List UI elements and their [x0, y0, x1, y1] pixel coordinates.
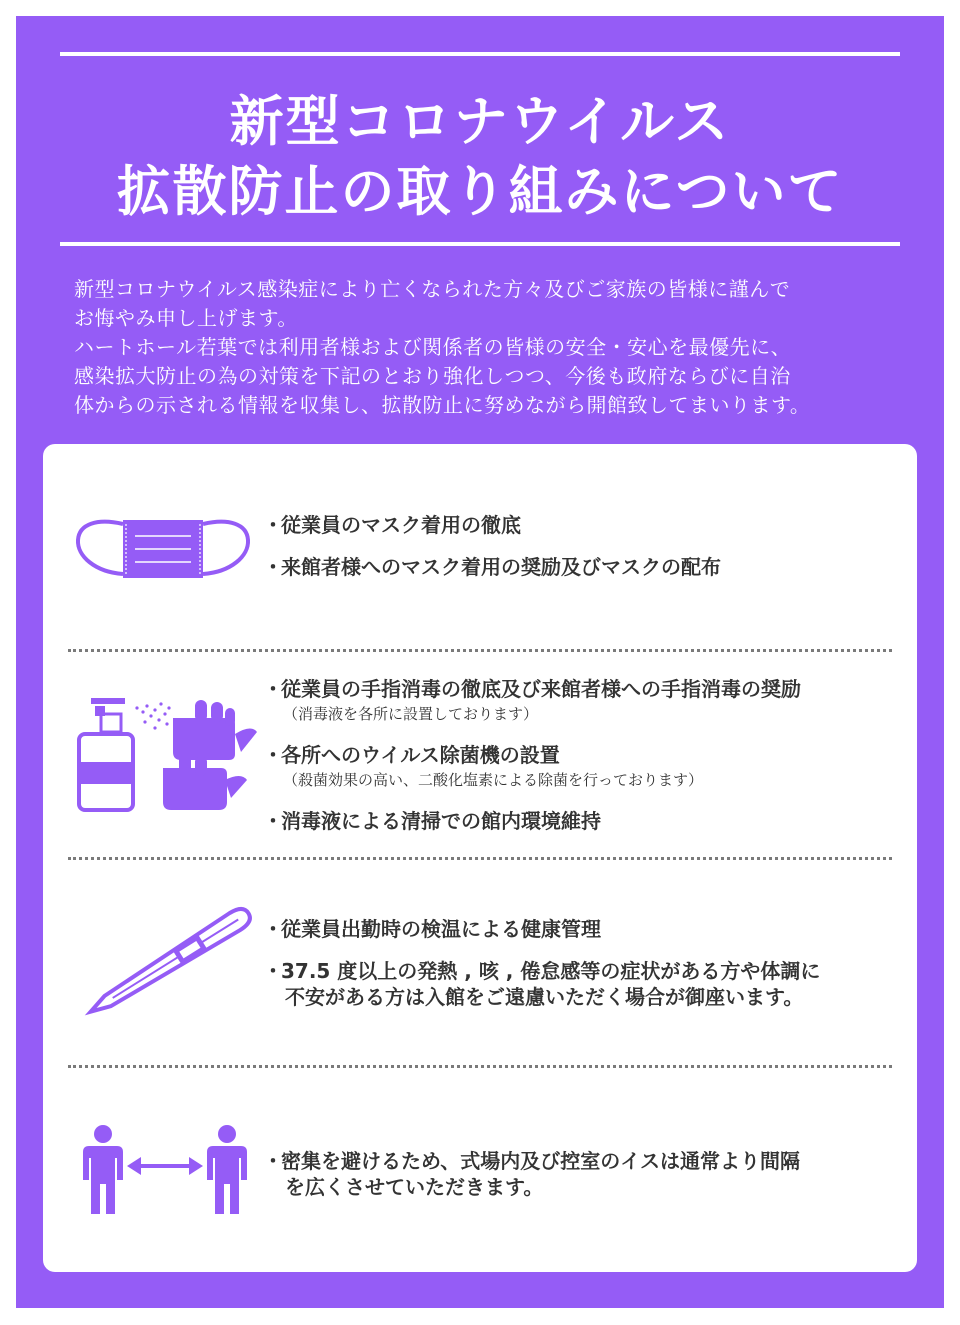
bullet: ・: [263, 743, 283, 767]
section-divider: [68, 1065, 892, 1068]
sanitizer-hands-icon: [75, 694, 261, 816]
list-item: ・従業員のマスク着用の徹底: [263, 513, 521, 537]
list-item-note: （消毒液を各所に設置しております）: [283, 705, 539, 723]
title-bottom-rule: [60, 242, 900, 246]
bullet: ・: [263, 555, 283, 579]
intro-line: ハートホール若葉では利用者様および関係者の皆様の安全・安心を最優先に、: [74, 335, 792, 359]
intro-line: 体からの示される情報を収集し、拡散防止に努めながら開館致してまいります。: [74, 393, 811, 417]
social-distance-icon: [75, 1124, 255, 1216]
intro-line: お悔やみ申し上げます。: [74, 306, 298, 330]
list-item: ・来館者様へのマスク着用の奨励及びマスクの配布: [263, 555, 721, 579]
intro-line: 新型コロナウイルス感染症により亡くなられた方々及びご家族の皆様に謹んで: [74, 277, 791, 301]
title-top-rule: [60, 52, 900, 56]
bullet: ・: [263, 1149, 283, 1173]
poster-background: [16, 16, 944, 1308]
list-item-note: （殺菌効果の高い、二酸化塩素による除菌を行っております）: [283, 771, 704, 789]
thermometer-icon: [75, 904, 259, 1024]
list-item: ・各所へのウイルス除菌機の設置: [263, 743, 560, 767]
list-item: ・37.5 度以上の発熱 , 咳 , 倦怠感等の症状がある方や体調に: [263, 959, 821, 983]
section-divider: [68, 649, 892, 652]
page-title-line2: 拡散防止の取り組みについて: [116, 160, 844, 223]
bullet: ・: [263, 959, 283, 983]
bullet: ・: [263, 513, 283, 537]
list-item-continuation: 不安がある方は入館をご遠慮いただく場合が御座います。: [285, 985, 804, 1009]
list-item: ・従業員出勤時の検温による健康管理: [263, 917, 601, 941]
bullet: ・: [263, 809, 283, 833]
mask-icon: [75, 516, 251, 580]
list-item-continuation: を広くさせていただきます。: [285, 1175, 544, 1199]
section-divider: [68, 857, 892, 860]
list-item: ・従業員の手指消毒の徹底及び来館者様への手指消毒の奨励: [263, 677, 801, 701]
measures-card: [43, 444, 917, 1272]
intro-line: 感染拡大防止の為の対策を下記のとおり強化しつつ、今後も政府ならびに自治: [74, 364, 791, 388]
page-title-line1: 新型コロナウイルス: [229, 90, 731, 153]
list-item: ・消毒液による清掃での館内環境維持: [263, 809, 601, 833]
list-item: ・密集を避けるため、式場内及び控室のイスは通常より間隔: [263, 1149, 800, 1173]
intro-paragraph: [74, 275, 934, 420]
bullet: ・: [263, 677, 283, 701]
bullet: ・: [263, 917, 283, 941]
